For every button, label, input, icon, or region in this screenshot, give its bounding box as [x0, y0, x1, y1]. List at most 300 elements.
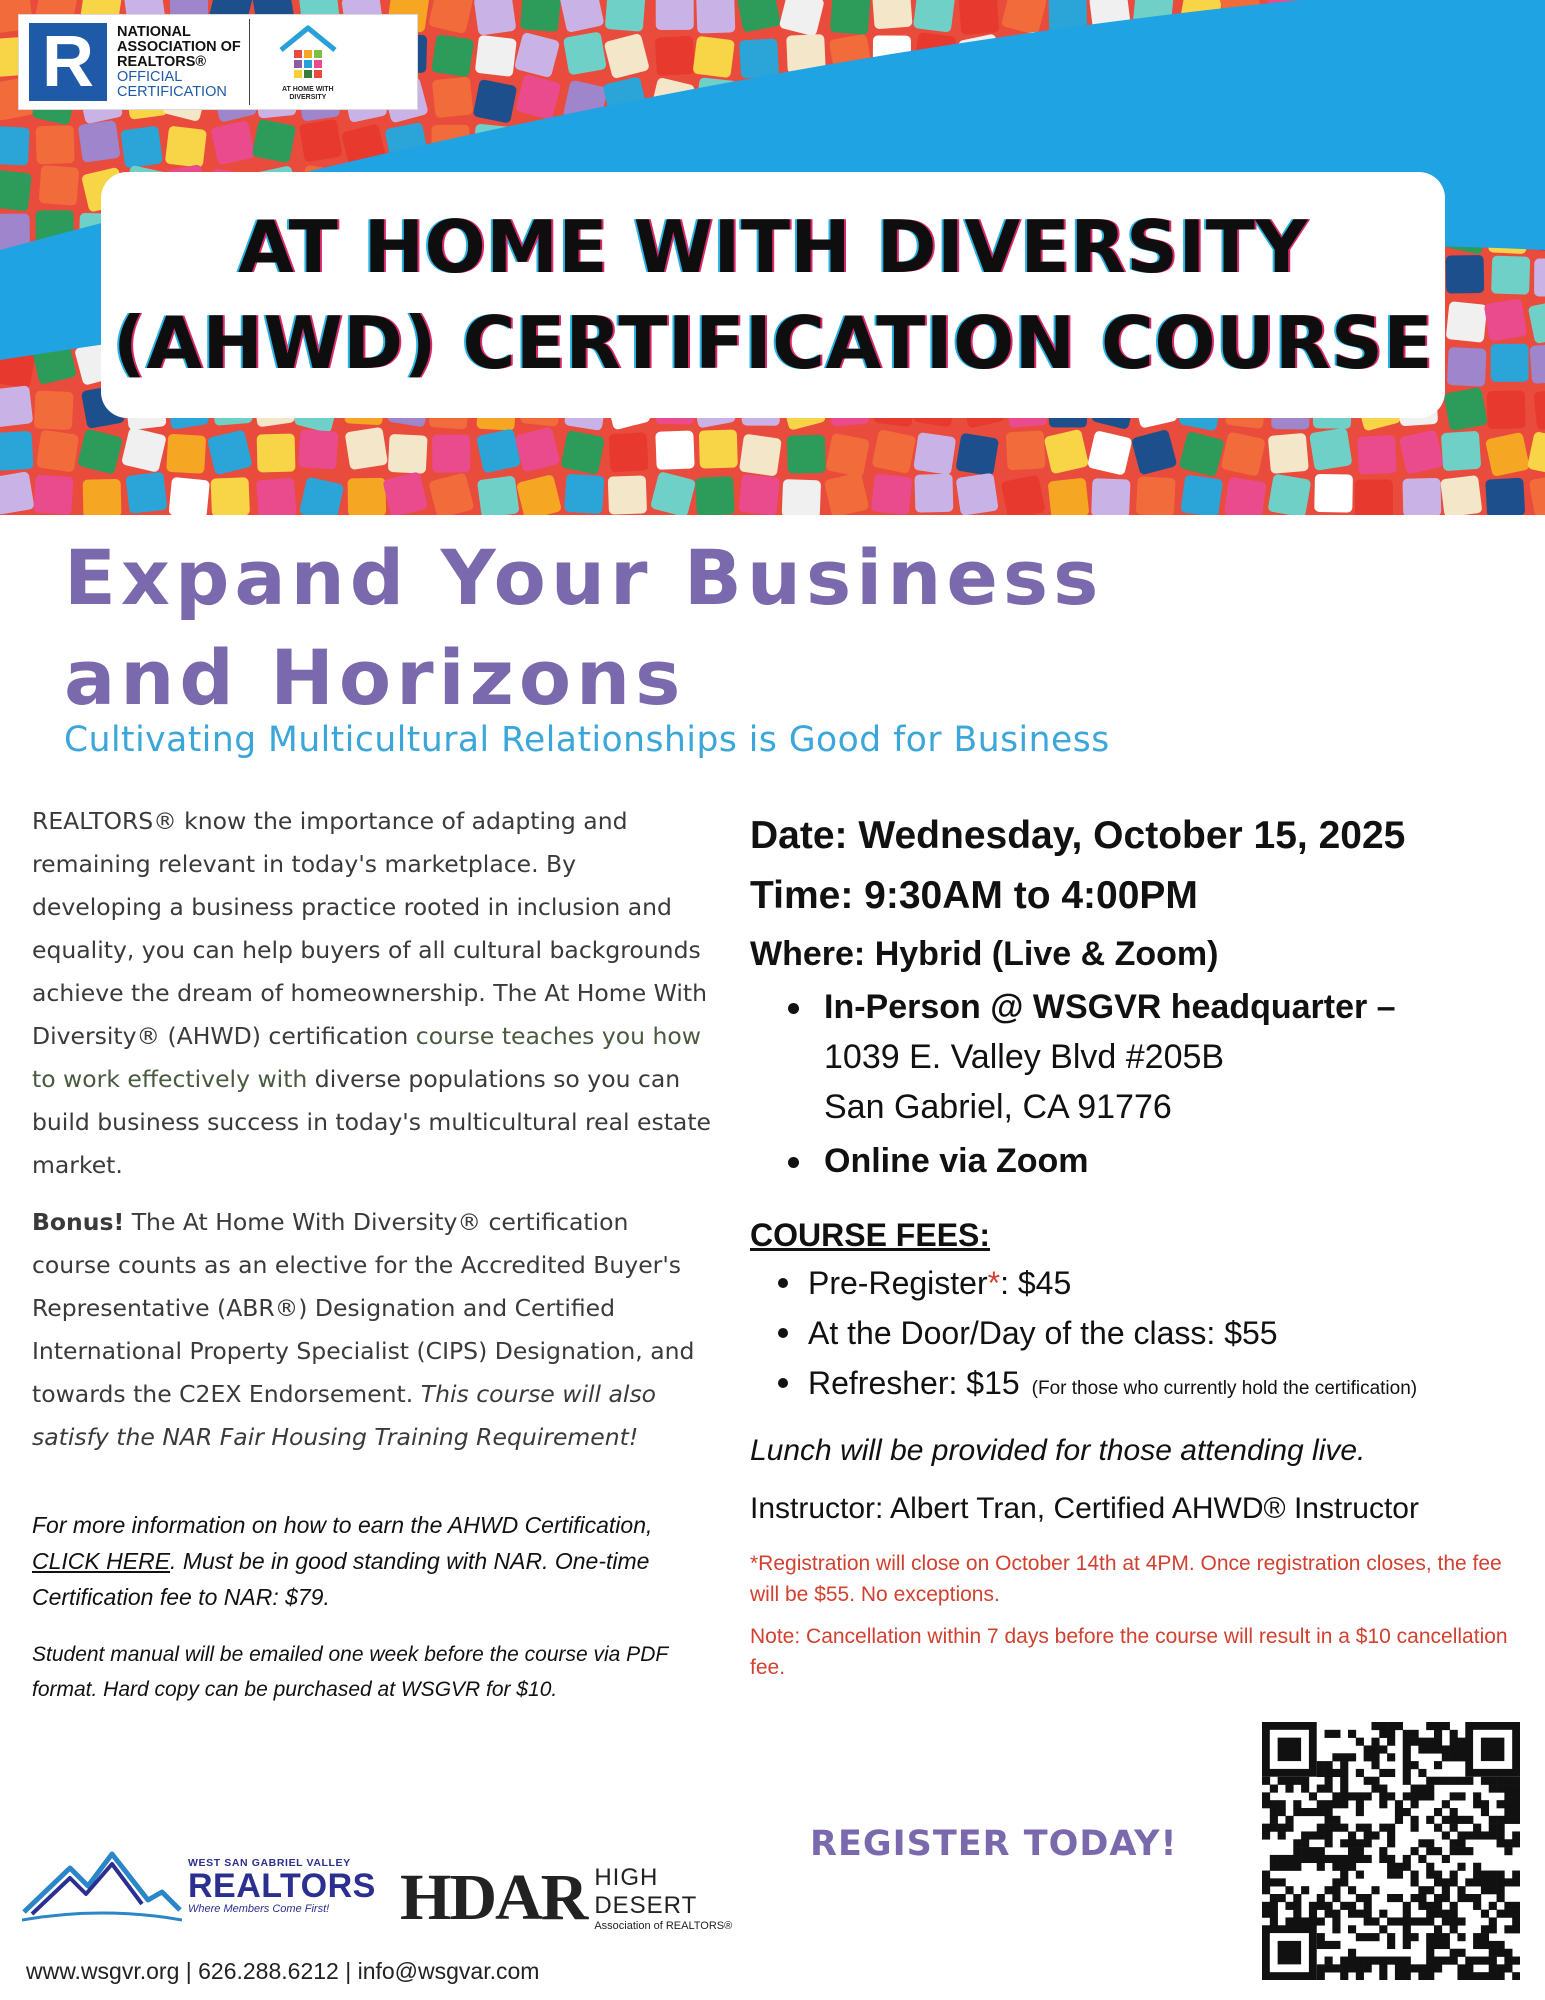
mosaic-tile — [1447, 347, 1487, 387]
qr-module — [1418, 1902, 1426, 1910]
qr-module — [1379, 1785, 1387, 1793]
qr-module — [1379, 1745, 1387, 1753]
qr-module — [1434, 1871, 1442, 1879]
mosaic-tile — [0, 126, 30, 166]
qr-module — [1442, 1816, 1450, 1824]
qr-module — [1395, 1964, 1403, 1972]
qr-module — [1340, 1761, 1348, 1769]
qr-module — [1512, 1910, 1520, 1918]
mosaic-tile — [1131, 429, 1178, 476]
qr-module — [1481, 1831, 1489, 1839]
qr-module — [1442, 1800, 1450, 1808]
mosaic-tile — [432, 434, 470, 472]
mosaic-tile — [428, 0, 473, 34]
qr-module — [1293, 1800, 1301, 1808]
qr-module — [1317, 1847, 1325, 1855]
register-today-button[interactable]: REGISTER TODAY! — [810, 1824, 1178, 1864]
qr-module — [1411, 1792, 1419, 1800]
qr-module — [1434, 1894, 1442, 1902]
mosaic-tile — [475, 35, 517, 77]
qr-module — [1497, 1824, 1505, 1832]
qr-module — [1332, 1964, 1340, 1972]
mosaic-tile — [1527, 431, 1545, 476]
qr-module — [1301, 1777, 1309, 1785]
qr-module — [1504, 1964, 1512, 1972]
mosaic-tile — [298, 429, 338, 469]
qr-module — [1285, 1777, 1293, 1785]
mosaic-tile — [1268, 433, 1309, 474]
qr-module — [1387, 1738, 1395, 1746]
qr-module — [1371, 1917, 1379, 1925]
mosaic-tile — [388, 434, 428, 474]
qr-module — [1411, 1894, 1419, 1902]
qr-module — [1481, 1957, 1489, 1965]
mosaic-tile — [1001, 0, 1047, 35]
qr-module — [1497, 1964, 1505, 1972]
qr-module — [1371, 1722, 1379, 1730]
mosaic-tile — [1534, 258, 1545, 296]
qr-module — [1426, 1964, 1434, 1972]
qr-module — [1262, 1831, 1270, 1839]
qr-module — [1356, 1894, 1364, 1902]
qr-module — [1504, 1777, 1512, 1785]
qr-module — [1465, 1878, 1473, 1886]
mosaic-tile — [782, 479, 821, 515]
qr-module — [1489, 1824, 1497, 1832]
qr-module — [1379, 1824, 1387, 1832]
mosaic-tile — [1221, 431, 1266, 476]
nar-logo-box — [18, 14, 418, 110]
nar-logo-text: NATIONAL ASSOCIATION OF REALTORS® OFFICIAL CERTIFICATION — [117, 23, 241, 100]
qr-module — [1497, 1894, 1505, 1902]
qr-module — [1489, 1816, 1497, 1824]
qr-module — [1489, 1777, 1497, 1785]
qr-module — [1270, 1816, 1278, 1824]
qr-module — [1379, 1722, 1387, 1730]
qr-module — [1442, 1831, 1450, 1839]
address-line-1: 1039 E. Valley Blvd #205B — [824, 1038, 1225, 1076]
qr-module — [1317, 1863, 1325, 1871]
qr-module — [1481, 1777, 1489, 1785]
qr-module — [1418, 1972, 1426, 1980]
mosaic-tile — [1533, 388, 1545, 430]
qr-module — [1450, 1910, 1458, 1918]
qr-module — [1504, 1808, 1512, 1816]
qr-module — [1457, 1753, 1465, 1761]
mosaic-tile — [956, 473, 999, 515]
qr-module — [1489, 1972, 1497, 1980]
mosaic-tile — [738, 474, 780, 515]
qr-module — [1457, 1792, 1465, 1800]
mosaic-tile — [1136, 476, 1176, 515]
qr-module — [1457, 1949, 1465, 1957]
qr-module — [1270, 1910, 1278, 1918]
qr-module — [1442, 1745, 1450, 1753]
qr-module — [1371, 1753, 1379, 1761]
mosaic-tile — [473, 79, 518, 124]
qr-module — [1293, 1847, 1301, 1855]
qr-module — [1426, 1745, 1434, 1753]
mosaic-tile — [299, 477, 344, 515]
qr-module — [1497, 1886, 1505, 1894]
qr-module — [1387, 1933, 1395, 1941]
mosaic-tile — [1267, 474, 1311, 515]
qr-module — [1348, 1847, 1356, 1855]
qr-module — [1332, 1878, 1340, 1886]
mosaic-tile — [125, 472, 167, 514]
qr-module — [1450, 1949, 1458, 1957]
qr-module — [1395, 1957, 1403, 1965]
qr-module — [1512, 1839, 1520, 1847]
qr-module — [1481, 1886, 1489, 1894]
fee-at-door: At the Door/Day of the class: $55 — [776, 1308, 1530, 1358]
qr-module — [1348, 1839, 1356, 1847]
qr-module — [1309, 1902, 1317, 1910]
mosaic-tile — [655, 430, 694, 469]
qr-module — [1356, 1957, 1364, 1965]
qr-module — [1262, 1777, 1270, 1785]
qr-module — [1325, 1831, 1333, 1839]
qr-module — [1450, 1753, 1458, 1761]
mosaic-tile — [0, 471, 35, 515]
description-column — [32, 800, 712, 1707]
qr-module — [1285, 1785, 1293, 1793]
qr-module — [1301, 1808, 1309, 1816]
contact-line: www.wsgvr.org | 626.288.6212 | info@wsgvar.com — [26, 1958, 540, 1984]
qr-module — [1285, 1902, 1293, 1910]
qr-module — [1512, 1902, 1520, 1910]
qr-module — [1418, 1894, 1426, 1902]
qr-module — [1442, 1722, 1450, 1730]
qr-module — [1340, 1871, 1348, 1879]
qr-module — [1371, 1933, 1379, 1941]
qr-module — [1340, 1972, 1348, 1980]
location-in-person: In-Person @ WSGVR headquarter – 1039 E. Valley Blvd #205B San Gabriel, CA 91776 — [786, 982, 1530, 1132]
mosaic-tile — [563, 31, 607, 75]
qr-module — [1426, 1886, 1434, 1894]
mosaic-tile — [1446, 255, 1485, 294]
qr-module — [1465, 1964, 1473, 1972]
qr-module — [1285, 1886, 1293, 1894]
qr-module — [1325, 1761, 1333, 1769]
qr-module — [1504, 1878, 1512, 1886]
qr-module — [1379, 1730, 1387, 1738]
qr-module — [1497, 1949, 1505, 1957]
time-line: Time: 9:30AM to 4:00PM — [750, 874, 1198, 917]
qr-module — [1317, 1831, 1325, 1839]
qr-module — [1301, 1785, 1309, 1793]
qr-module — [1293, 1777, 1301, 1785]
qr-module — [1325, 1769, 1333, 1777]
qr-module — [1457, 1886, 1465, 1894]
qr-module — [1497, 1800, 1505, 1808]
qr-module — [1348, 1753, 1356, 1761]
qr-module — [1473, 1902, 1481, 1910]
qr-module — [1325, 1855, 1333, 1863]
qr-module — [1434, 1738, 1442, 1746]
qr-module — [1512, 1957, 1520, 1965]
qr-module — [1395, 1816, 1403, 1824]
qr-module — [1473, 1941, 1481, 1949]
qr-module — [1434, 1777, 1442, 1785]
qr-module — [1278, 1777, 1286, 1785]
qr-module — [1426, 1949, 1434, 1957]
qr-module — [1348, 1855, 1356, 1863]
qr-module — [1497, 1839, 1505, 1847]
qr-module — [1473, 1824, 1481, 1832]
qr-module — [1426, 1839, 1434, 1847]
mosaic-tile — [514, 427, 560, 473]
qr-module — [1457, 1777, 1465, 1785]
mosaic-tile — [1399, 429, 1444, 474]
more-info-paragraph: For more information on how to earn the AHWD Certification, CLICK HERE. Must be in good standing with NAR. One-time Certification fee to NAR: $79. — [32, 1512, 653, 1610]
qr-module — [1364, 1753, 1372, 1761]
qr-module — [1317, 1933, 1325, 1941]
hdar-logo: HDAR HIGH DESERT Association of REALTORS® — [400, 1861, 733, 1934]
mosaic-tile — [432, 76, 474, 118]
qr-finder-core — [1481, 1738, 1504, 1761]
qr-module — [1270, 1855, 1278, 1863]
qr-module — [1411, 1847, 1419, 1855]
qr-module — [1497, 1785, 1505, 1793]
mosaic-tile — [1443, 387, 1487, 431]
qr-module — [1340, 1769, 1348, 1777]
qr-finder-core — [1278, 1941, 1301, 1964]
qr-module — [1411, 1800, 1419, 1808]
qr-module — [1434, 1722, 1442, 1730]
mosaic-tile — [650, 471, 696, 515]
qr-module — [1301, 1847, 1309, 1855]
qr-module — [1434, 1808, 1442, 1816]
qr-module — [1317, 1917, 1325, 1925]
qr-module — [1332, 1816, 1340, 1824]
qr-module — [1301, 1855, 1309, 1863]
mosaic-tile — [1044, 429, 1090, 475]
qr-module — [1270, 1785, 1278, 1793]
qr-module — [1481, 1800, 1489, 1808]
qr-module — [1348, 1886, 1356, 1894]
qr-module — [1512, 1785, 1520, 1793]
qr-module — [1403, 1941, 1411, 1949]
qr-module — [1348, 1910, 1356, 1918]
qr-module — [1403, 1917, 1411, 1925]
mosaic-tile — [787, 435, 826, 474]
qr-module — [1512, 1871, 1520, 1879]
qr-module — [1262, 1871, 1270, 1879]
hero-banner — [0, 0, 1545, 515]
qr-module — [1497, 1910, 1505, 1918]
qr-module — [1293, 1910, 1301, 1918]
qr-module — [1387, 1894, 1395, 1902]
mosaic-tile — [1048, 478, 1090, 515]
qr-module — [1348, 1949, 1356, 1957]
qr-module — [1403, 1855, 1411, 1863]
mosaic-tile — [1485, 432, 1530, 477]
mosaic-tile — [1440, 475, 1482, 515]
qr-module — [1481, 1941, 1489, 1949]
qr-module — [1426, 1847, 1434, 1855]
qr-module — [1512, 1925, 1520, 1933]
qr-module — [1434, 1933, 1442, 1941]
qr-module — [1356, 1933, 1364, 1941]
mosaic-tile — [34, 390, 74, 430]
qr-module — [1512, 1777, 1520, 1785]
qr-module — [1473, 1957, 1481, 1965]
mosaic-tile — [913, 432, 956, 475]
qr-module — [1489, 1871, 1497, 1879]
qr-module — [1325, 1777, 1333, 1785]
qr-module — [1418, 1855, 1426, 1863]
qr-module — [1395, 1917, 1403, 1925]
qr-module — [1411, 1738, 1419, 1746]
qr-module — [1285, 1816, 1293, 1824]
qr-module — [1285, 1824, 1293, 1832]
qr-module — [1364, 1902, 1372, 1910]
qr-module — [1497, 1878, 1505, 1886]
qr-module — [1442, 1941, 1450, 1949]
qr-module — [1489, 1878, 1497, 1886]
qr-module — [1457, 1839, 1465, 1847]
mosaic-tile — [1402, 478, 1441, 515]
mosaic-tile — [564, 474, 604, 514]
qr-module — [1497, 1972, 1505, 1980]
qr-module — [1387, 1917, 1395, 1925]
qr-module — [1387, 1722, 1395, 1730]
mosaic-tile — [830, 0, 871, 35]
qr-module — [1450, 1808, 1458, 1816]
qr-module — [1450, 1957, 1458, 1965]
qr-module — [1309, 1855, 1317, 1863]
qr-module — [1309, 1808, 1317, 1816]
qr-module — [1418, 1917, 1426, 1925]
intro-paragraph: REALTORS® know the importance of adapting and remaining relevant in today's marketplace. By developing a business practice rooted in inclusion and equality, you can help buyers of all cultural backgrounds achieve the dream of homeownership. The At Home With Diversity® (AHWD) certification course teaches you how to work effectively with diverse populations so you can build business success in today's multicultural real estate market. — [32, 807, 711, 1179]
qr-module — [1512, 1792, 1520, 1800]
mosaic-tile — [347, 478, 386, 515]
qr-module — [1348, 1902, 1356, 1910]
qr-module — [1504, 1816, 1512, 1824]
qr-module — [1481, 1808, 1489, 1816]
qr-module — [1512, 1808, 1520, 1816]
qr-module — [1340, 1878, 1348, 1886]
qr-module — [1325, 1816, 1333, 1824]
qr-module — [1489, 1949, 1497, 1957]
qr-module — [1270, 1902, 1278, 1910]
qr-module — [1450, 1745, 1458, 1753]
qr-module — [1418, 1886, 1426, 1894]
qr-module — [1457, 1831, 1465, 1839]
qr-module — [1317, 1824, 1325, 1832]
mosaic-tile — [825, 433, 870, 478]
qr-module — [1442, 1886, 1450, 1894]
qr-module — [1278, 1863, 1286, 1871]
qr-module — [1418, 1839, 1426, 1847]
qr-module — [1348, 1730, 1356, 1738]
qr-module — [1497, 1871, 1505, 1879]
qr-module — [1325, 1957, 1333, 1965]
click-here-link[interactable]: CLICK HERE — [32, 1548, 171, 1574]
mosaic-tile — [515, 74, 561, 120]
mosaic-tile — [210, 120, 255, 165]
qr-module — [1434, 1941, 1442, 1949]
qr-module — [1317, 1964, 1325, 1972]
qr-module — [1379, 1792, 1387, 1800]
qr-module — [1364, 1839, 1372, 1847]
mosaic-tile — [1484, 298, 1528, 342]
qr-module — [1317, 1972, 1325, 1980]
qr-module — [1481, 1878, 1489, 1886]
qr-module — [1364, 1745, 1372, 1753]
mosaic-tile — [872, 429, 917, 474]
qr-module — [1473, 1800, 1481, 1808]
mosaic-tile — [299, 119, 343, 163]
qr-module — [1418, 1785, 1426, 1793]
qr-module — [1403, 1730, 1411, 1738]
mosaic-tile — [608, 475, 647, 514]
qr-module — [1403, 1933, 1411, 1941]
qr-module — [1348, 1957, 1356, 1965]
qr-module — [1379, 1800, 1387, 1808]
qr-module — [1395, 1863, 1403, 1871]
qr-module — [1411, 1761, 1419, 1769]
qr-module — [1497, 1777, 1505, 1785]
mosaic-tile — [736, 0, 781, 33]
qr-module — [1364, 1894, 1372, 1902]
qr-module — [1395, 1871, 1403, 1879]
qr-module — [1457, 1745, 1465, 1753]
qr-module — [1411, 1871, 1419, 1879]
qr-module — [1301, 1831, 1309, 1839]
qr-module — [1450, 1816, 1458, 1824]
qr-module — [1364, 1917, 1372, 1925]
qr-finder-core — [1278, 1738, 1301, 1761]
qr-module — [1332, 1730, 1340, 1738]
mosaic-tile — [1357, 435, 1397, 475]
qr-module — [1379, 1769, 1387, 1777]
qr-module — [1457, 1894, 1465, 1902]
qr-module — [1465, 1894, 1473, 1902]
qr-module — [1426, 1972, 1434, 1980]
qr-module — [1325, 1910, 1333, 1918]
mosaic-tile — [560, 430, 605, 475]
qr-module — [1473, 1831, 1481, 1839]
fee-pre-register: Pre-Register*: $45 — [776, 1258, 1530, 1308]
qr-module — [1434, 1910, 1442, 1918]
qr-module — [1434, 1847, 1442, 1855]
qr-module — [1489, 1941, 1497, 1949]
house-icon — [275, 22, 341, 84]
qr-module — [1434, 1925, 1442, 1933]
qr-module — [1450, 1839, 1458, 1847]
mosaic-tile — [871, 473, 913, 515]
qr-code-icon[interactable] — [1262, 1722, 1520, 1980]
mosaic-tile — [514, 32, 560, 78]
qr-module — [1450, 1871, 1458, 1879]
mosaic-tile — [696, 0, 735, 34]
qr-module — [1442, 1933, 1450, 1941]
qr-module — [1504, 1847, 1512, 1855]
qr-module — [1332, 1863, 1340, 1871]
qr-module — [1364, 1933, 1372, 1941]
mosaic-tile — [1441, 431, 1481, 471]
qr-module — [1371, 1831, 1379, 1839]
qr-module — [1356, 1855, 1364, 1863]
qr-module — [1426, 1738, 1434, 1746]
mosaic-tile — [609, 432, 649, 472]
qr-module — [1465, 1847, 1473, 1855]
qr-module — [1317, 1785, 1325, 1793]
qr-module — [1465, 1831, 1473, 1839]
qr-module — [1262, 1800, 1270, 1808]
